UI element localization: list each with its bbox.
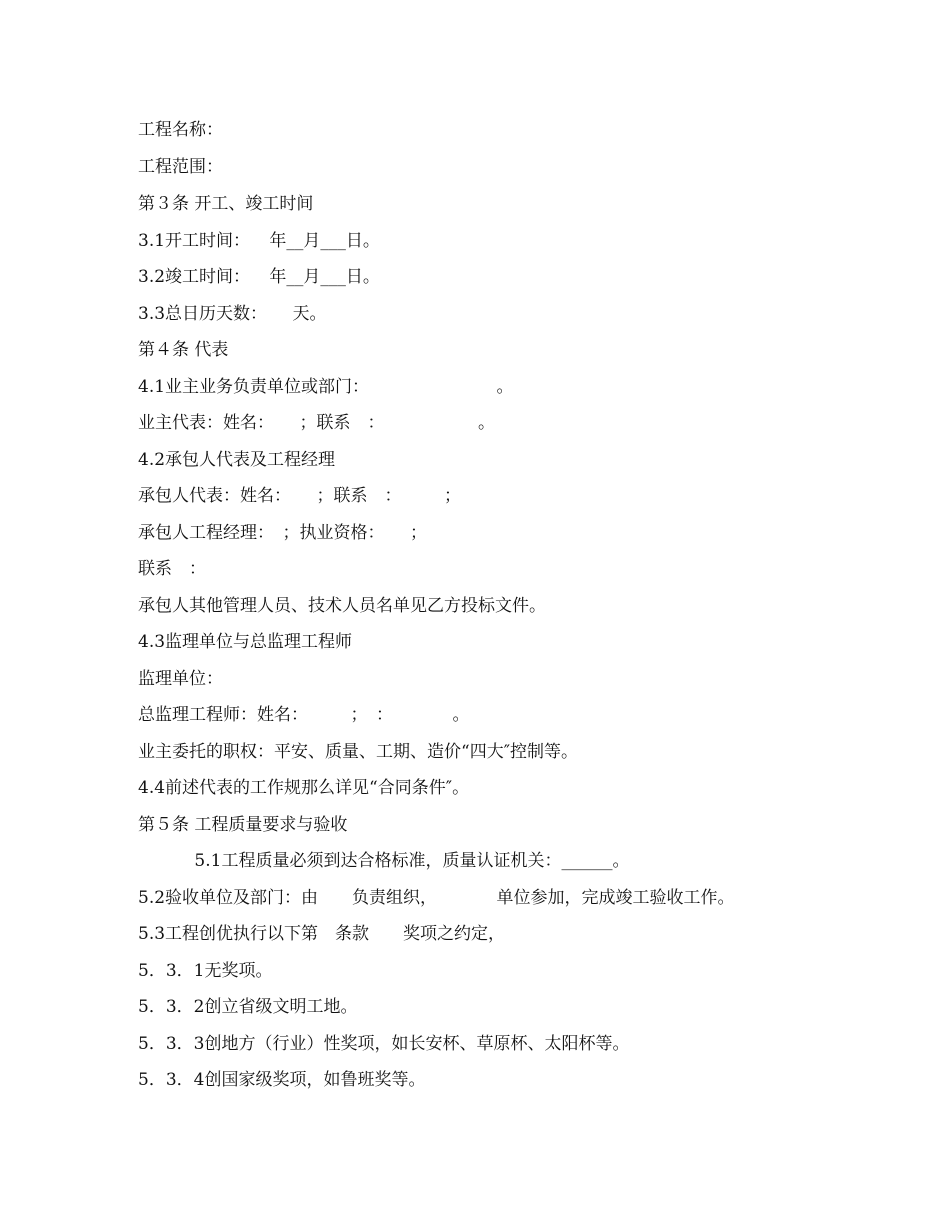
owner-authority-line: 业主委托的职权：平安、质量、工期、造价“四大″控制等。 — [138, 742, 579, 762]
project-scope-line: 工程范围： — [138, 157, 223, 177]
article-4-heading: 第４条 代表 — [138, 340, 229, 360]
contact-line: 联系 ： — [138, 559, 206, 579]
clause-5-3-1: 5．3．1无奖项。 — [138, 961, 273, 981]
chief-supervisor-line: 总监理工程师：姓名： ； ： 。 — [138, 705, 470, 725]
article-5-heading: 第５条 工程质量要求与验收 — [138, 815, 348, 835]
contractor-manager-line: 承包人工程经理： ；执业资格： ； — [138, 523, 427, 543]
contractor-staff-line: 承包人其他管理人员、技术人员名单见乙方投标文件。 — [138, 596, 546, 616]
clause-5-3-2: 5．3．2创立省级文明工地。 — [138, 997, 358, 1017]
project-name-line: 工程名称： — [138, 120, 223, 140]
clause-3-2-completion-time: 3.2竣工时间： 年__月___日。 — [138, 267, 380, 287]
article-3-heading: 第３条 开工、竣工时间 — [138, 194, 314, 214]
clause-5-3-4: 5．3．4创国家级奖项，如鲁班奖等。 — [138, 1070, 426, 1090]
clause-4-2-heading: 4.2承包人代表及工程经理 — [138, 450, 336, 470]
clause-5-1-quality: 5.1工程质量必须到达合格标准，质量认证机关：______。 — [138, 851, 630, 871]
clause-5-3-awards: 5.3工程创优执行以下第 条款 奖项之约定， — [138, 924, 506, 944]
clause-5-3-3: 5．3．3创地方（行业）性奖项，如长安杯、草原杯、太阳杯等。 — [138, 1034, 630, 1054]
supervision-unit-line: 监理单位： — [138, 669, 223, 689]
clause-5-2-acceptance: 5.2验收单位及部门：由 负责组织， 单位参加，完成竣工验收工作。 — [138, 888, 735, 908]
clause-4-3-heading: 4.3监理单位与总监理工程师 — [138, 632, 353, 652]
owner-representative-line: 业主代表：姓名： ；联系 ： 。 — [138, 413, 495, 433]
contractor-representative-line: 承包人代表：姓名： ；联系 ： ； — [138, 486, 461, 506]
clause-3-3-total-days: 3.3总日历天数： 天。 — [138, 304, 327, 324]
clause-4-4-line: 4.4前述代表的工作规那么详见“合同条件″。 — [138, 778, 470, 798]
clause-4-1-owner-department: 4.1业主业务负责单位或部门： 。 — [138, 377, 514, 397]
clause-3-1-start-time: 3.1开工时间： 年__月___日。 — [138, 231, 380, 251]
